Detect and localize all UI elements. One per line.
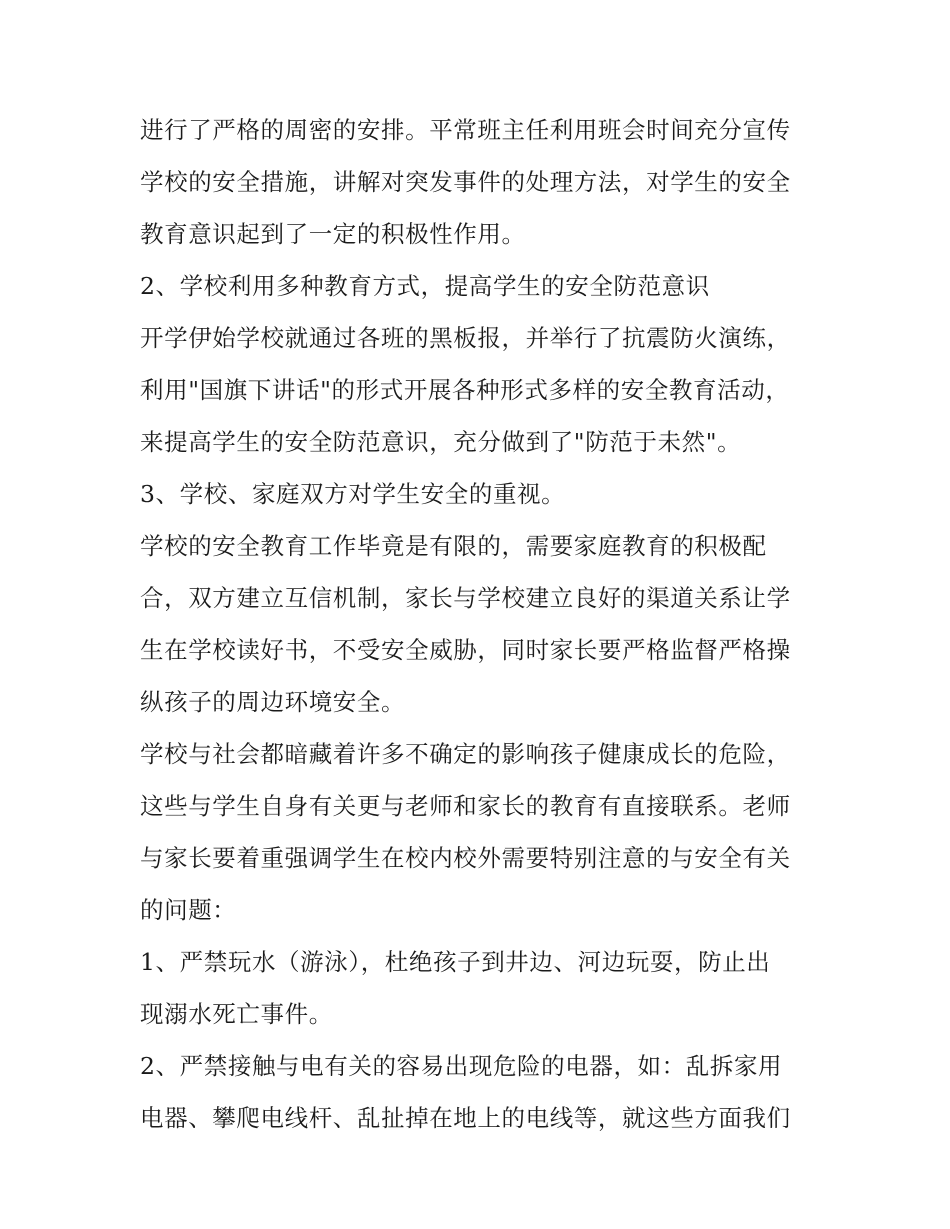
text-line: 纵孩子的周边环境安全。 bbox=[140, 688, 406, 716]
text-line: 学校与社会都暗藏着许多不确定的影响孩子健康成长的危险， bbox=[140, 740, 791, 768]
text-line: 电器、攀爬电线杆、乱扯掉在地上的电线等，就这些方面我们 bbox=[140, 1104, 791, 1132]
text-line: 进行了严格的周密的安排。平常班主任利用班会时间充分宣传 bbox=[140, 116, 791, 144]
text-line: 生在学校读好书，不受安全威胁，同时家长要严格监督严格操 bbox=[140, 636, 791, 664]
text-line: 学校的安全教育工作毕竟是有限的，需要家庭教育的积极配 bbox=[140, 532, 767, 560]
text-line: 教育意识起到了一定的积极性作用。 bbox=[140, 220, 526, 248]
text-line: 开学伊始学校就通过各班的黑板报，并举行了抗震防火演练， bbox=[140, 324, 791, 352]
list-item: 2、严禁接触与电有关的容易出现危险的电器，如：乱拆家用 bbox=[140, 1052, 783, 1080]
section-heading: 3、学校、家庭双方对学生安全的重视。 bbox=[140, 480, 566, 508]
text-line: 的问题： bbox=[140, 896, 237, 924]
text-line: 这些与学生自身有关更与老师和家长的教育有直接联系。老师 bbox=[140, 792, 791, 820]
section-heading: 2、学校利用多种教育方式，提高学生的安全防范意识 bbox=[140, 272, 710, 300]
document-body bbox=[140, 104, 830, 1144]
text-line: 利用"国旗下讲话"的形式开展各种形式多样的安全教育活动， bbox=[140, 376, 790, 404]
text-line: 学校的安全措施，讲解对突发事件的处理方法，对学生的安全 bbox=[140, 168, 791, 196]
list-item: 1、严禁玩水（游泳），杜绝孩子到井边、河边玩耍，防止出 bbox=[140, 948, 771, 976]
text-line: 合，双方建立互信机制，家长与学校建立良好的渠道关系让学 bbox=[140, 584, 791, 612]
text-line: 与家长要着重强调学生在校内校外需要特别注意的与安全有关 bbox=[140, 844, 791, 872]
text-line: 来提高学生的安全防范意识，充分做到了"防范于未然"。 bbox=[140, 428, 742, 456]
text-line: 现溺水死亡事件。 bbox=[140, 1000, 333, 1028]
